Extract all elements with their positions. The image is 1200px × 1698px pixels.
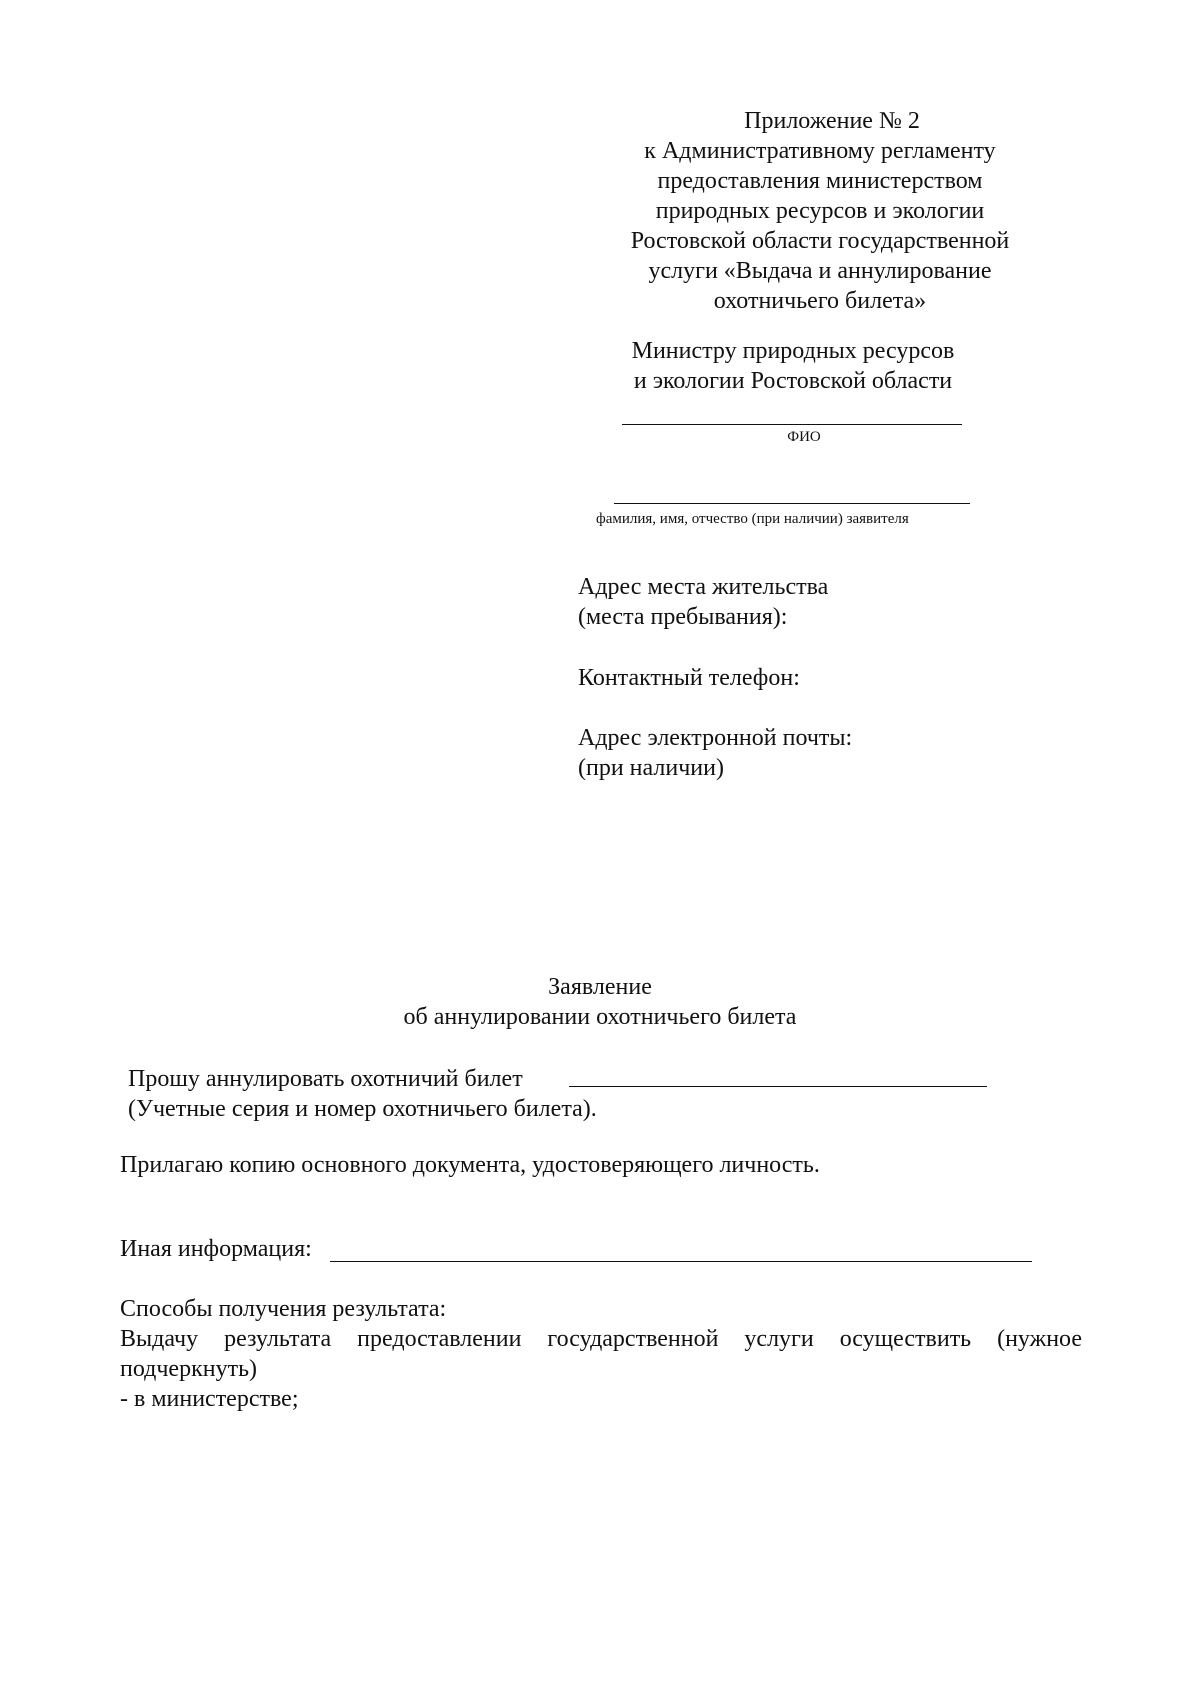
appendix-line: услуги «Выдача и аннулирование: [648, 258, 992, 284]
other-info-label: Иная информация:: [120, 1236, 312, 1262]
addressee-block: [560, 336, 1026, 396]
email-label-line1: Адрес электронной почты:: [578, 725, 853, 751]
other-info-line[interactable]: [330, 1261, 1032, 1262]
addressee-line: и экологии Ростовской области: [633, 368, 953, 394]
address-label-line2: (места пребывания):: [578, 604, 788, 630]
methods-line1: Выдачу результата предоставлении государственной услуги осуществить (нужное: [120, 1326, 1082, 1352]
applicant-caption: фамилия, имя, отчество (при наличии) заявителя: [596, 511, 909, 527]
appendix-block: [560, 106, 1080, 316]
methods-title: Способы получения результата:: [120, 1296, 447, 1322]
attach-text: Прилагаю копию основного документа, удостоверяющего личность.: [120, 1152, 820, 1178]
appendix-line: предоставления министерством: [657, 168, 983, 194]
phone-label: Контактный телефон:: [578, 665, 800, 691]
method-ministry[interactable]: - в министерстве;: [120, 1386, 299, 1412]
appendix-line: природных ресурсов и экологии: [655, 198, 985, 224]
ticket-number-line[interactable]: [569, 1086, 987, 1087]
email-label: [578, 723, 852, 783]
request-text: Прошу аннулировать охотничий билет: [128, 1066, 523, 1092]
fio-line[interactable]: [622, 424, 962, 425]
email-label-line2: (при наличии): [578, 755, 724, 781]
statement-title: Заявление: [548, 974, 652, 1000]
fio-caption: ФИО: [787, 429, 821, 445]
statement-subtitle: об аннулировании охотничьего билета: [403, 1004, 797, 1030]
methods-line2: подчеркнуть): [120, 1356, 258, 1382]
request-hint: (Учетные серия и номер охотничьего билета).: [128, 1096, 597, 1122]
appendix-title: Приложение № 2: [744, 108, 920, 134]
address-label-line1: Адрес места жительства: [578, 574, 829, 600]
appendix-line: охотничьего билета»: [713, 288, 927, 314]
appendix-line: к Административному регламенту: [644, 138, 996, 164]
appendix-line: Ростовской области государственной: [630, 228, 1010, 254]
applicant-name-line[interactable]: [614, 503, 970, 504]
address-label: [578, 572, 828, 632]
addressee-line: Министру природных ресурсов: [631, 338, 955, 364]
